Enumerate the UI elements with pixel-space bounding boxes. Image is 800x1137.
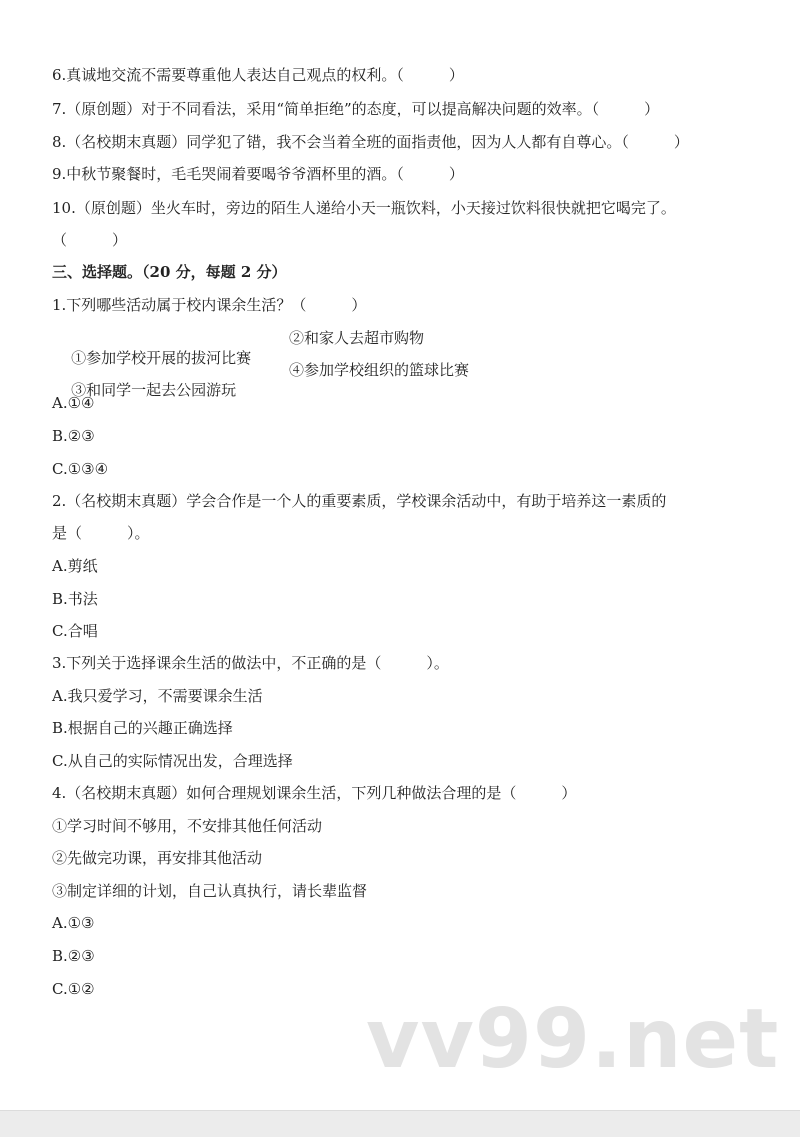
mc-question-1-item-3: ③和同学一起去公园游玩 [71, 381, 237, 399]
mc-question-1-item-2: ②和家人去超市购物 [289, 329, 425, 347]
question-8: 8.（名校期末真题）同学犯了错，我不会当着全班的面指责他，因为人人都有自尊心。（ ） [52, 133, 689, 151]
mc-question-1-stem: 1.下列哪些活动属于校内课余生活？（ ） [52, 296, 367, 314]
mc-question-3-stem: 3.下列关于选择课余生活的做法中，不正确的是（ ）。 [52, 654, 449, 672]
mc-question-3-option-c: C.从自己的实际情况出发，合理选择 [52, 752, 293, 770]
mc-question-4-stem: 4.（名校期末真题）如何合理规划课余生活，下列几种做法合理的是（ ） [52, 784, 577, 802]
mc-question-4-item-2: ②先做完功课，再安排其他活动 [52, 849, 263, 867]
mc-question-4-item-3: ③制定详细的计划，自己认真执行，请长辈监督 [52, 882, 368, 900]
section-3-heading: 三、选择题。（20 分，每题 2 分） [52, 263, 287, 281]
question-10-bracket: （ ） [52, 231, 128, 249]
mc-question-2-option-a: A.剪纸 [52, 557, 98, 575]
mc-question-3-option-a: A.我只爱学习，不需要课余生活 [52, 687, 263, 705]
mc-question-1-item-1: ①参加学校开展的拔河比赛 [71, 349, 252, 367]
mc-question-1-item-4: ④参加学校组织的篮球比赛 [289, 361, 470, 379]
mc-question-4-option-c: C.①② [52, 980, 95, 998]
question-9: 9.中秋节聚餐时，毛毛哭闹着要喝爷爷酒杯里的酒。（ ） [52, 165, 464, 183]
mc-question-1-option-c: C.①③④ [52, 460, 109, 478]
question-10: 10.（原创题）坐火车时，旁边的陌生人递给小天一瓶饮料，小天接过饮料很快就把它喝完了。 [52, 199, 676, 217]
watermark: vv99.net [366, 992, 780, 1087]
mc-question-4-option-a: A.①③ [52, 914, 95, 932]
question-6: 6.真诚地交流不需要尊重他人表达自己观点的权利。（ ） [52, 66, 464, 84]
mc-question-2-option-b: B.书法 [52, 590, 98, 608]
mc-question-4-item-1: ①学习时间不够用，不安排其他任何活动 [52, 817, 323, 835]
mc-question-4-option-b: B.②③ [52, 947, 95, 965]
mc-question-2-stem-continued: 是（ ）。 [52, 524, 150, 542]
page-bottom-edge [0, 1110, 800, 1137]
mc-question-2-option-c: C.合唱 [52, 622, 98, 640]
mc-question-3-option-b: B.根据自己的兴趣正确选择 [52, 719, 233, 737]
mc-question-1-option-b: B.②③ [52, 427, 95, 445]
mc-question-1-option-a: A.①④ [52, 394, 95, 412]
mc-question-2-stem: 2.（名校期末真题）学会合作是一个人的重要素质，学校课余活动中，有助于培养这一素质的 [52, 492, 667, 510]
question-7: 7.（原创题）对于不同看法，采用“简单拒绝”的态度，可以提高解决问题的效率。（ ） [52, 100, 660, 118]
